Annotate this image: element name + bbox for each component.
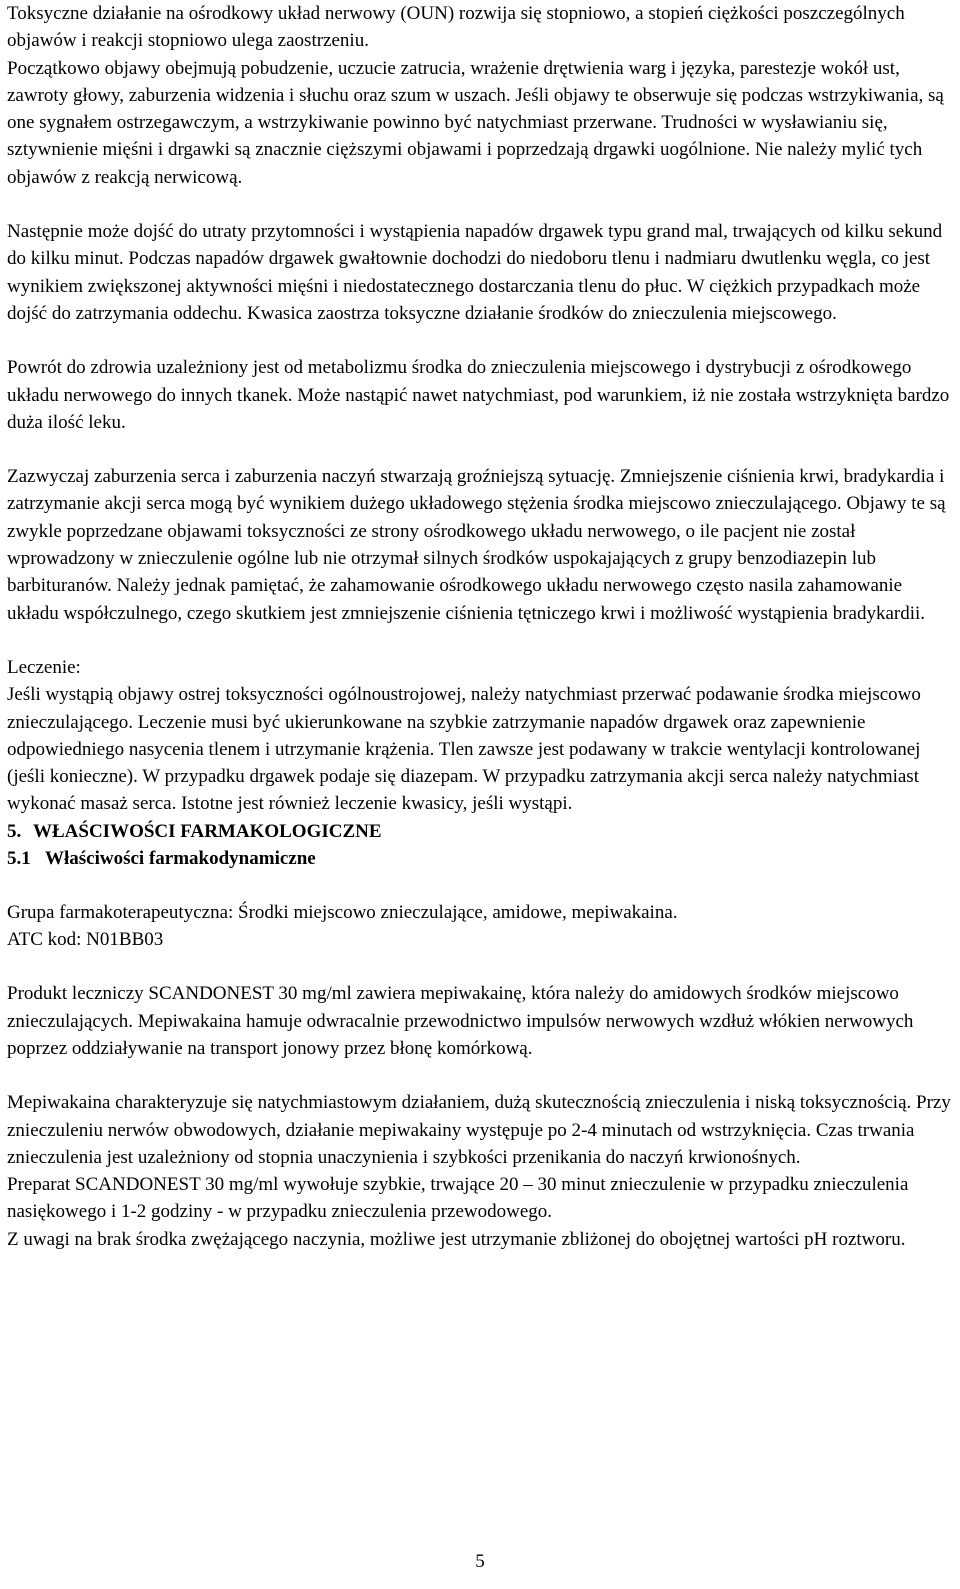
paragraph-preparat: Preparat SCANDONEST 30 mg/ml wywołuje szybkie, trwające 20 – 30 minut znieczulenie w przypadku znieczulenia nasiękowego i 1-2 godziny - w przypadku znieczulenia przewodowego. bbox=[7, 1174, 909, 1223]
section-5-1-number: 5.1 bbox=[7, 847, 31, 869]
section-5-heading bbox=[7, 818, 953, 845]
paragraph-treatment: Jeśli wystąpią objawy ostrej toksyczności ogólnoustrojowej, należy natychmiast przerwać podawanie środka miejscowo znieczulającego. Leczenie musi być ukierunkowane na szybkie zatrzymanie napadów drgawek oraz zapewnienie odpowiedniego nasycenia tlenem i utrzymanie krążenia. Tlen zawsze jest podawany w trakcie wentylacji kontrolowanej (jeśli konieczne). W przypadku drgawek podaje się diazepam. W przypadku zatrzymania akcji serca należy natychmiast wykonać masaż serca. Istotne jest również leczenie kwasicy, jeśli wystąpi. bbox=[7, 684, 921, 815]
paragraph-initial-symptoms: Początkowo objawy obejmują pobudzenie, uczucie zatrucia, wrażenie drętwienia warg i języka, parestezje wokół ust, zawroty głowy, zaburzenia widzenia i słuchu oraz szum w uszach. Jeśli objawy te obserwuje się podczas wstrzykiwania, są one sygnałem ostrzegawczym, a wstrzykiwanie powinno być natychmiast przerwane. Trudności w wysławianiu się, sztywnienie mięśni i drgawki są znacznie cięższymi objawami i poprzedzają drgawki uogólnione. Nie należy mylić tych objawów z reakcją nerwicową. bbox=[7, 57, 944, 188]
pharmacotherapeutic-group: Grupa farmakoterapeutyczna: Środki miejscowo znieczulające, amidowe, mepiwakaina. bbox=[7, 901, 678, 923]
treatment-label: Leczenie: bbox=[7, 656, 81, 678]
paragraph-recovery: Powrót do zdrowia uzależniony jest od metabolizmu środka do znieczulenia miejscowego i dystrybucji z ośrodkowego układu nerwowego do innych tkanek. Może nastąpić nawet natychmiast, pod warunkiem, iż nie została wstrzyknięta bardzo duża ilość leku. bbox=[7, 357, 950, 433]
paragraph-ph: Z uwagi na brak środka zwężającego naczynia, możliwe jest utrzymanie zbliżonej do obojętnej wartości pH roztworu. bbox=[7, 1228, 906, 1250]
section-5-1-heading bbox=[7, 845, 953, 872]
atc-code: ATC kod: N01BB03 bbox=[7, 929, 164, 951]
section-5-1-title: Właściwości farmakodynamiczne bbox=[45, 847, 316, 869]
paragraph-grand-mal: Następnie może dojść do utraty przytomności i wystąpienia napadów drgawek typu grand mal, trwających od kilku sekund do kilku minut. Podczas napadów drgawek gwałtownie dochodzi do niedoboru tlenu i nadmiaru dwutlenku węgla, co jest wynikiem zwiększonej aktywności mięśni i niedostatecznego dostarczania tlenu do płuc. W ciężkich przypadkach może dojść do zatrzymania oddechu. Kwasica zaostrza toksyczne działanie środków do znieczulenia miejscowego. bbox=[7, 221, 943, 324]
paragraph-mepivacaine: Mepiwakaina charakteryzuje się natychmiastowym działaniem, dużą skutecznością znieczulenia i niską toksycznością. Przy znieczuleniu nerwów obwodowych, działanie mepiwakainy występuje po 2-4 minutach od wstrzyknięcia. Czas trwania znieczulenia jest uzależniony od stopnia unaczynienia i szybkości przenikania do naczyń krwionośnych. bbox=[7, 1092, 951, 1168]
paragraph-cardiovascular: Zazwyczaj zaburzenia serca i zaburzenia naczyń stwarzają groźniejszą sytuację. Zmniejszenie ciśnienia krwi, bradykardia i zatrzymanie akcji serca mogą być wynikiem dużego układowego stężenia środka miejscowo znieczulającego. Objawy te są zwykle poprzedzane objawami toksyczności ze strony ośrodkowego układu nerwowego, o ile pacjent nie został wprowadzony w znieczulenie ogólne lub nie otrzymał silnych środków uspokajających z grupy benzodiazepin lub barbituranów. Należy jednak pamiętać, że zahamowanie ośrodkowego układu nerwowego często nasila zahamowanie układu współczulnego, czego skutkiem jest zmniejszenie ciśnienia tętniczego krwi i możliwość wystąpienia bradykardii. bbox=[7, 466, 946, 624]
document-page bbox=[7, 0, 953, 1253]
section-5-number: 5. bbox=[7, 820, 22, 842]
paragraph-product: Produkt leczniczy SCANDONEST 30 mg/ml zawiera mepiwakainę, która należy do amidowych środków miejscowo znieczulających. Mepiwakaina hamuje odwracalnie przewodnictwo impulsów nerwowych wzdłuż włókien nerwowych poprzez oddziaływanie na transport jonowy przez błonę komórkową. bbox=[7, 983, 914, 1059]
page-number: 5 bbox=[475, 1551, 485, 1572]
paragraph-cns-toxicity: Toksyczne działanie na ośrodkowy układ nerwowy (OUN) rozwija się stopniowo, a stopień ciężkości poszczególnych objawów i reakcji stopniowo ulega zaostrzeniu. bbox=[7, 3, 905, 52]
section-5-title: WŁAŚCIWOŚCI FARMAKOLOGICZNE bbox=[33, 820, 382, 842]
